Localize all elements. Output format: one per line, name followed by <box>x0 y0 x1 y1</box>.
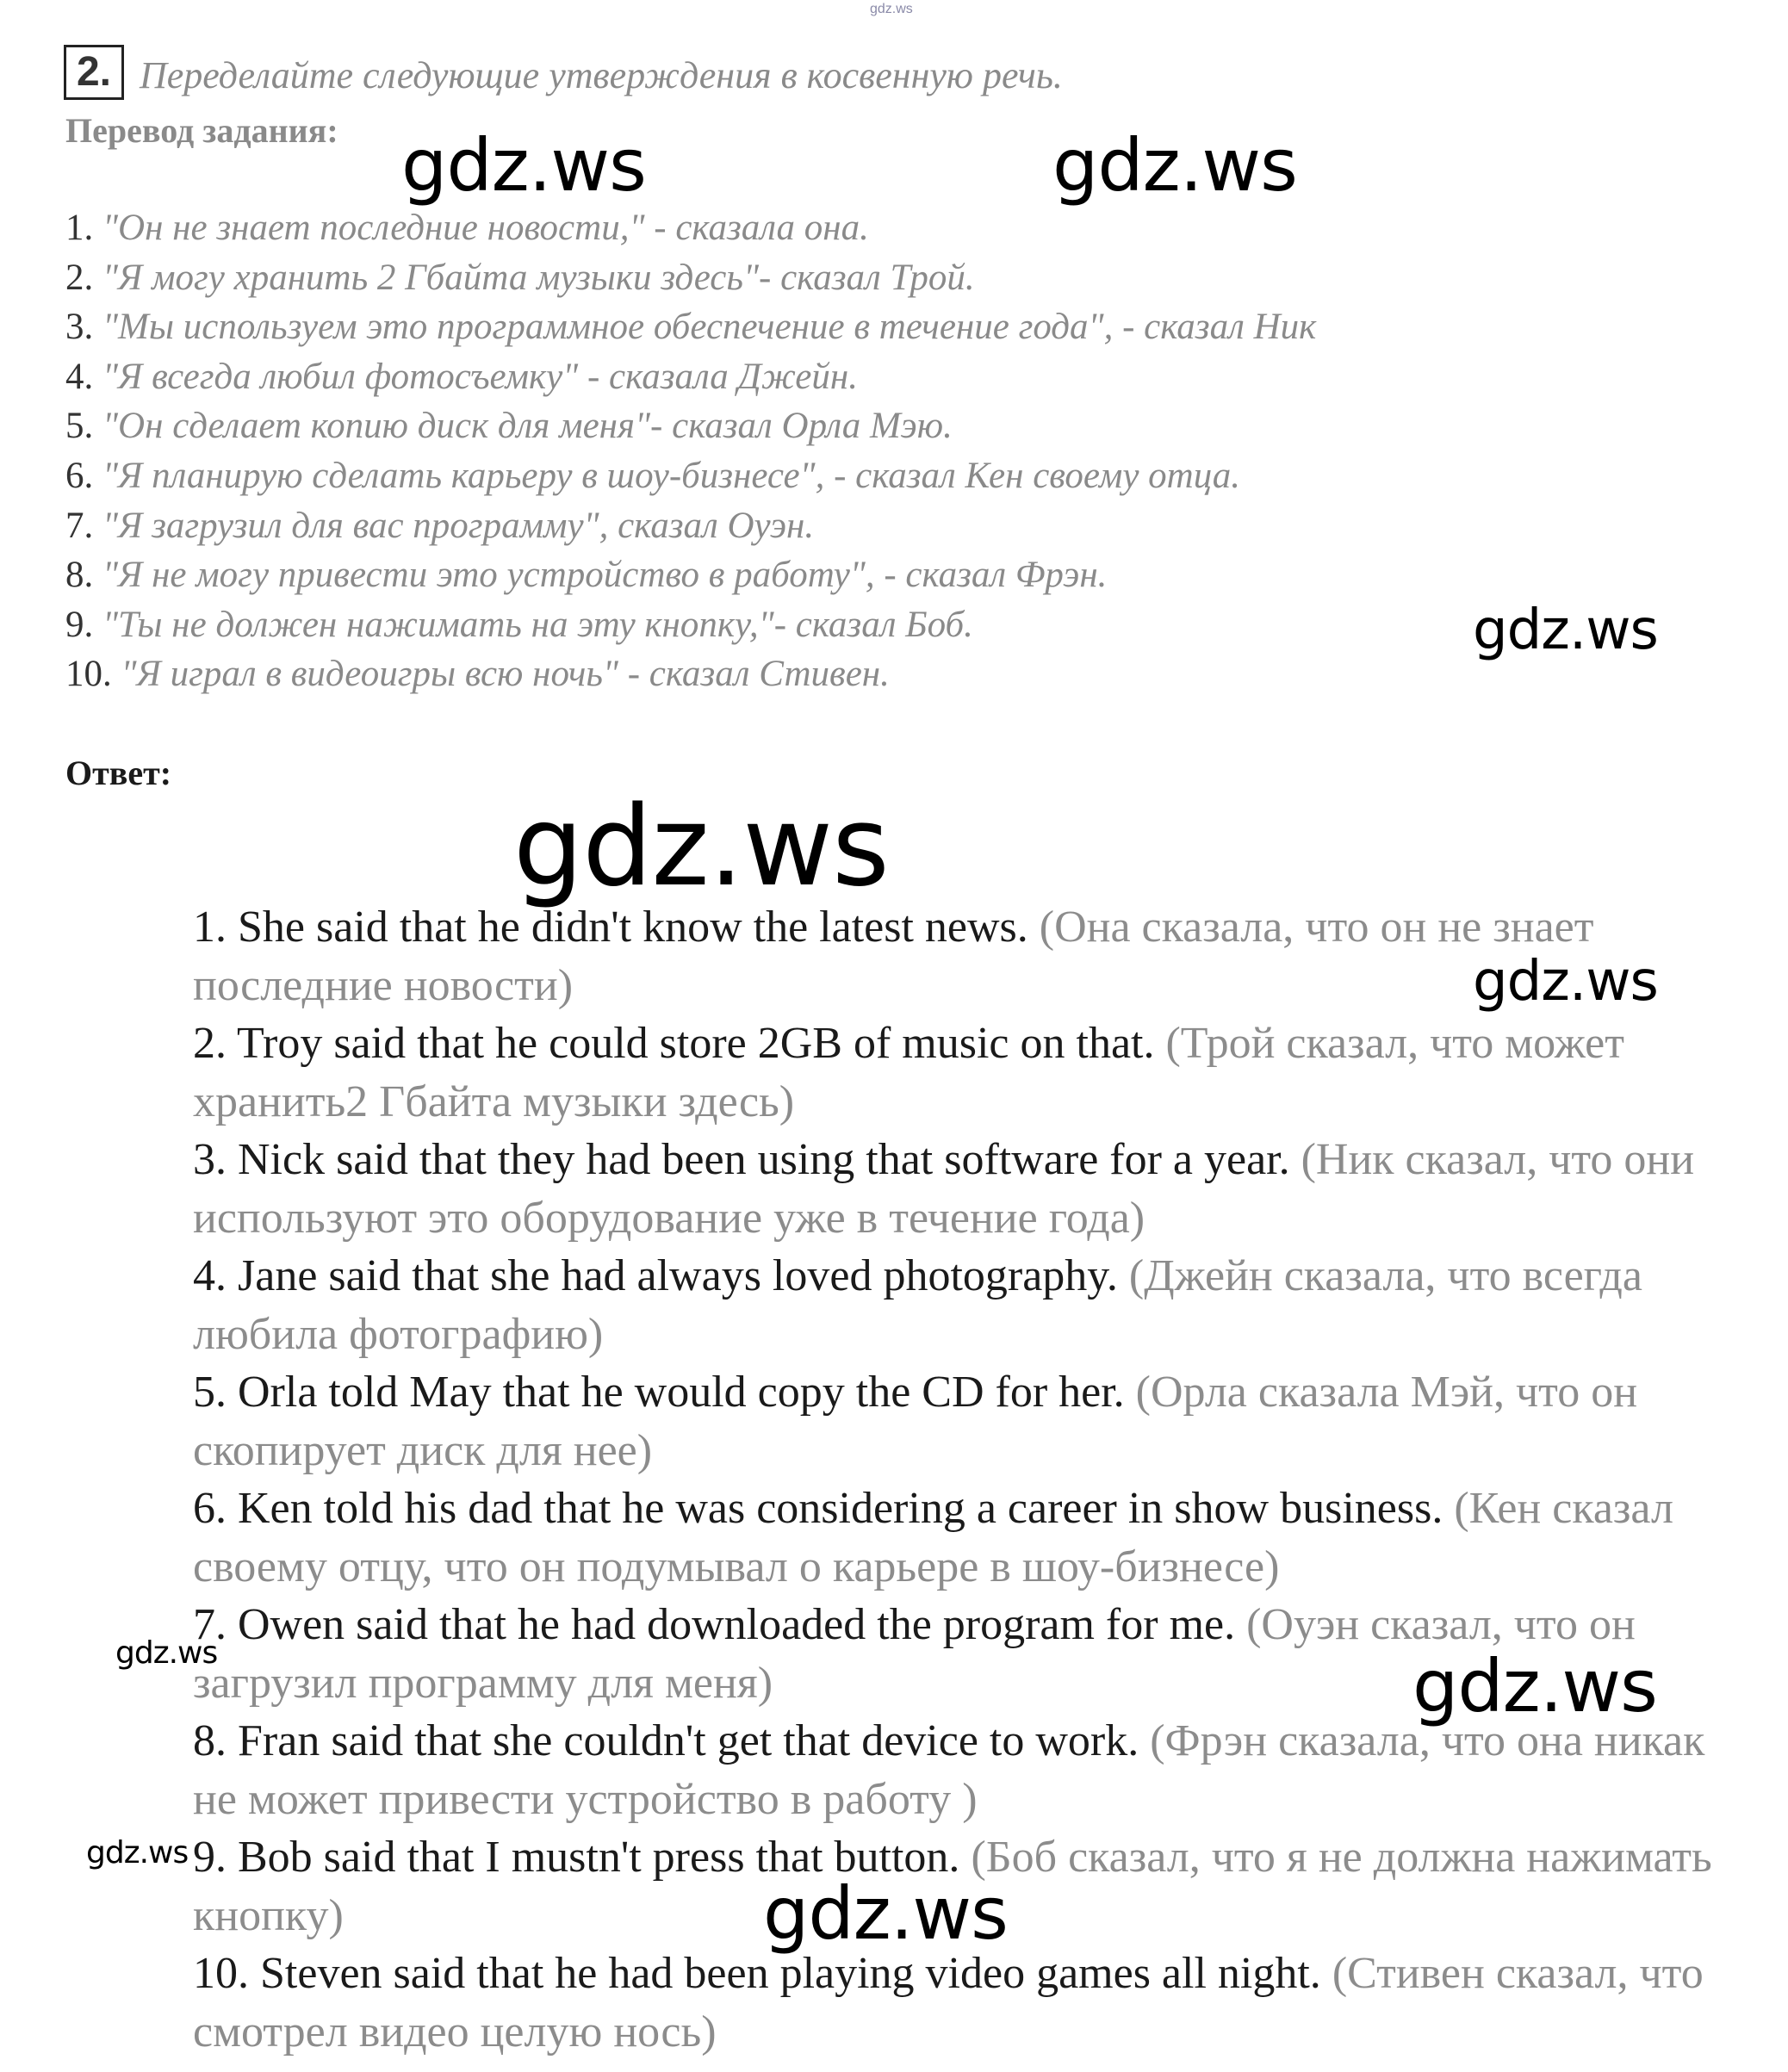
answer-english: 3. Nick said that they had been using that software for a year. <box>193 1135 1290 1184</box>
item-text: "Я загрузил для вас программу", сказал Оуэн. <box>102 505 815 546</box>
translation-item <box>65 550 1316 600</box>
translation-item <box>65 302 1316 352</box>
answer-item <box>193 1712 1726 1828</box>
item-number: 1. <box>65 208 94 248</box>
answer-english: 8. Fran said that she couldn't get that device to work. <box>193 1716 1139 1765</box>
answer-item <box>193 1363 1726 1480</box>
answer-item <box>193 1247 1726 1363</box>
watermark: gdz.ws <box>763 1871 1008 1956</box>
item-number: 8. <box>65 555 94 596</box>
translation-list <box>65 203 1316 699</box>
item-number: 10. <box>65 654 112 695</box>
answer-russian: (Ник сказал, что они используют это оборудование уже в течение года) <box>193 1135 1695 1243</box>
item-number: 4. <box>65 356 94 397</box>
watermark: gdz.ws <box>1473 950 1658 1014</box>
answer-russian: (Фрэн сказала, что она никак не может привести устройство в работу ) <box>193 1716 1705 1824</box>
watermark: gdz.ws <box>115 1635 218 1671</box>
answer-russian: (Боб сказал, что я не должна нажимать кнопку) <box>193 1833 1712 1940</box>
item-text: "Он не знает последние новости," - сказала она. <box>102 208 869 248</box>
watermark: gdz.ws <box>1473 599 1658 662</box>
translation-item <box>65 501 1316 551</box>
answer-item <box>193 1945 1726 2061</box>
item-number: 6. <box>65 455 94 496</box>
item-text: "Я не могу привести это устройство в работу", - сказал Фрэн. <box>102 555 1108 596</box>
answer-english: 9. Bob said that I mustn't press that button. <box>193 1833 960 1882</box>
answer-russian: (Оуэн сказал, что он загрузил программу для меня) <box>193 1600 1636 1708</box>
translation-item <box>65 649 1316 699</box>
watermark: gdz.ws <box>86 1835 189 1870</box>
answer-russian: (Стивен сказал, что смотрел видео целую нось) <box>193 1949 1704 2056</box>
answer-heading: Ответ: <box>65 754 172 792</box>
translation-item <box>65 451 1316 501</box>
item-number: 2. <box>65 257 94 298</box>
answer-english: 1. She said that he didn't know the latest news. <box>193 903 1028 952</box>
answer-russian: (Она сказала, что он не знает последние новости) <box>193 903 1594 1010</box>
answer-english: 6. Ken told his dad that he was considering a career in show business. <box>193 1484 1443 1533</box>
watermark: gdz.ws <box>513 783 889 911</box>
item-number: 3. <box>65 307 94 348</box>
watermark: gdz.ws <box>401 123 646 208</box>
translation-item <box>65 253 1316 303</box>
task-number-box: 2. <box>64 45 124 100</box>
site-mark-top: gdz.ws <box>870 2 913 16</box>
answer-item <box>193 1480 1726 1596</box>
answer-english: 2. Troy said that he could store 2GB of music on that. <box>193 1019 1155 1068</box>
answer-item <box>193 1131 1726 1247</box>
translation-heading: Перевод задания: <box>65 111 338 150</box>
translation-item <box>65 401 1316 451</box>
translation-item <box>65 352 1316 402</box>
task-instruction: Переделайте следующие утверждения в косвенную речь. <box>140 54 1063 96</box>
item-number: 9. <box>65 604 94 645</box>
translation-item <box>65 203 1316 253</box>
answer-russian: (Кен сказал своему отцу, что он подумывал о карьере в шоу-бизнесе) <box>193 1484 1673 1591</box>
watermark: gdz.ws <box>1052 123 1297 208</box>
answer-english: 4. Jane said that she had always loved photography. <box>193 1251 1118 1300</box>
watermark: gdz.ws <box>1412 1644 1657 1728</box>
answer-english: 5. Orla told May that he would copy the CD for her. <box>193 1368 1125 1417</box>
answer-russian: (Джейн сказала, что всегда любила фотографию) <box>193 1251 1642 1359</box>
answer-russian: (Трой сказал, что может хранить2 Гбайта музыки здесь) <box>193 1019 1624 1126</box>
answer-english: 10. Steven said that he had been playing video games all night. <box>193 1949 1321 1998</box>
item-text: "Ты не должен нажимать на эту кнопку,"- сказал Боб. <box>102 604 973 645</box>
answer-english: 7. Owen said that he had downloaded the program for me. <box>193 1600 1236 1649</box>
item-text: "Он сделает копию диск для меня"- сказал Орла Мэю. <box>102 406 953 447</box>
item-text: "Я играл в видеоигры всю ночь" - сказал Стивен. <box>121 654 890 695</box>
answer-russian: (Орла сказала Мэй, что он скопирует диск для нее) <box>193 1368 1638 1475</box>
item-text: "Мы используем это программное обеспечение в течение года", - сказал Ник <box>102 307 1317 348</box>
item-number: 7. <box>65 505 94 546</box>
item-text: "Я всегда любил фотосъемку" - сказала Джейн. <box>102 356 858 397</box>
item-text: "Я могу хранить 2 Гбайта музыки здесь"- сказал Трой. <box>102 257 975 298</box>
item-text: "Я планирую сделать карьеру в шоу-бизнесе", - сказал Кен своему отца. <box>102 455 1241 496</box>
translation-item <box>65 600 1316 650</box>
item-number: 5. <box>65 406 94 447</box>
answer-item <box>193 1014 1726 1131</box>
